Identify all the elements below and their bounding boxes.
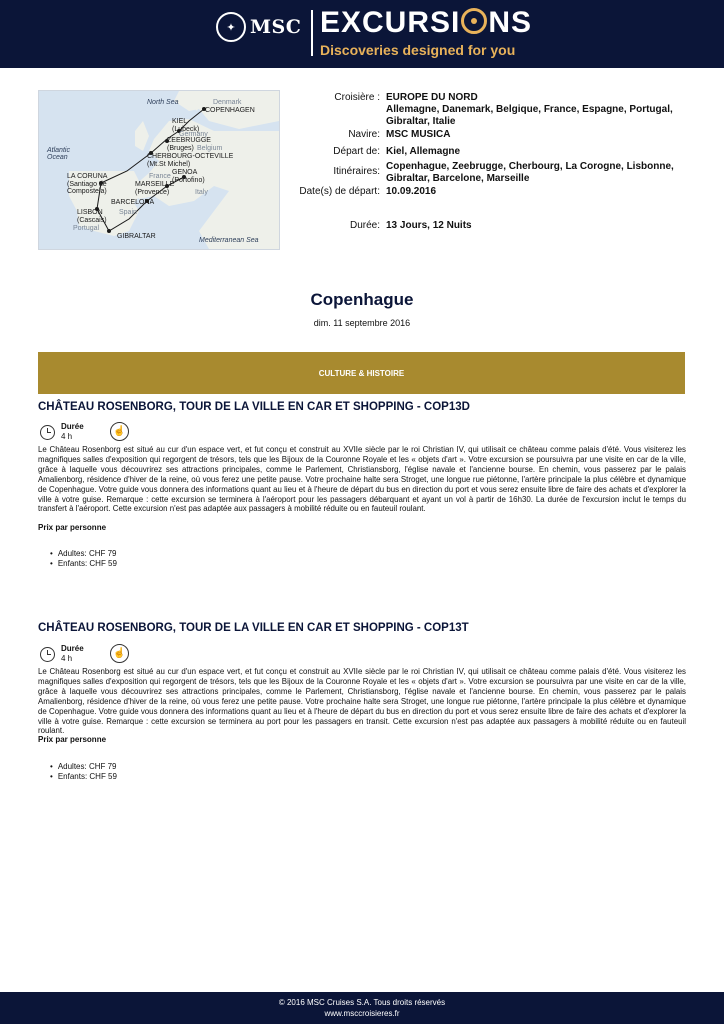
category-label: CULTURE & HISTOIRE [318, 368, 405, 378]
map-country-label: Portugal [73, 225, 100, 232]
price-adults: • Adultes: CHF 79 [50, 549, 117, 559]
price-children: • Enfants: CHF 59 [50, 559, 117, 569]
excursions-brand [320, 6, 532, 40]
footer-copyright: © 2016 MSC Cruises S.A. Tous droits réservés [278, 998, 446, 1007]
map-port-label: (Cascais) [77, 217, 107, 224]
excursion-meta [38, 422, 238, 446]
price-children: • Enfants: CHF 59 [50, 772, 117, 782]
page-footer [0, 992, 724, 1024]
brand-pre: EXCURSI [320, 6, 461, 39]
map-sea-label: Mediterranean Sea [199, 237, 259, 244]
category-band [38, 352, 685, 394]
map-port-label: ZEEBRUGGE [167, 137, 211, 144]
duration-value: 4 h [61, 432, 73, 441]
info-label: Date(s) de départ: [299, 186, 380, 197]
map-port-label: GIBRALTAR [117, 233, 156, 240]
map-port-label: MARSEILLE [135, 181, 175, 188]
map-port-label: (Santiago de Compostela) [67, 181, 107, 195]
info-label: Navire: [348, 129, 380, 140]
excursion-title: CHÂTEAU ROSENBORG, TOUR DE LA VILLE EN CAR ET SHOPPING - COP13D [38, 401, 470, 413]
map-port-label: CHERBOURG-OCTEVILLE [147, 153, 234, 160]
map-country-label: Belgium [197, 145, 223, 152]
port-city-title: Copenhague [310, 290, 414, 309]
footer-url[interactable]: www.msccroisieres.fr [324, 1009, 400, 1018]
price-list [50, 549, 117, 569]
info-value: Kiel, Allemagne [386, 146, 461, 157]
map-country-label: Denmark [213, 99, 242, 106]
header-divider [311, 10, 313, 56]
price-list [50, 762, 117, 782]
map-country-label: France [149, 173, 171, 180]
info-label: Durée: [349, 220, 380, 231]
price-label: Prix par personne [38, 523, 107, 532]
map-port-label: LA CORUNA [67, 173, 108, 180]
hand-pointer-icon: ☝ [110, 422, 129, 441]
map-country-label: Spain [119, 209, 137, 216]
map-port-label: KIEL [172, 118, 188, 125]
compass-star-icon: ✦ [216, 12, 246, 42]
info-label: Itinéraires: [333, 166, 380, 177]
clock-icon [40, 647, 55, 662]
map-port-label: GENOA [172, 169, 198, 176]
map-sea-label: North Sea [147, 99, 179, 106]
excursion-description: Le Château Rosenborg est situé au cur d'un espace vert, et fut conçu et construit au XVIIe siècle par le roi Christian IV, qui utilisait ce château comme palais d'été. Vous visiterez les magnifiques salles d'exposition qui regorgent de trésors, tels que les Bijoux de la Couronne Royale et les « objets d'art ». Votre excursion se poursuivra par une visite en car de la ville, grâce à laquelle vous découvrirez ses attractions principales, comme le Parlement, Christiansborg, l'église navale et l'ancienne bourse. En chemin, vous passerez par le palais Amalienborg, résidence d'hiver de la reine, où vous ferez une petite pause. Votre prochaine halte sera Stroget, une longue rue piétonne, l'artère principale la plus célèbre et dynamique de Copenhague. Votre guide vous donnera des informations quant au lieu et à l'heure de départ du bus en direction du port et vous serez ensuite libre de faire des achats et d'explorer la ville à votre guise. Remarque : cette excursion se terminera au port pour les passagers en transit. Cette excursion n'est pas adaptée aux passagers à mobilité réduite ou en fauteuil roulant. [38, 667, 686, 736]
map-country-label: Germany [179, 131, 208, 138]
excursion-description: Le Château Rosenborg est situé au cur d'un espace vert, et fut conçu et construit au XVIIe siècle par le roi Christian IV, qui utilisait ce château comme palais d'été. Vous visiterez les magnifiques salles d'exposition qui regorgent de trésors, tels que les Bijoux de la Couronne Royale et les « objets d'art ». Votre excursion se poursuivra par une visite en car de la ville, grâce à laquelle vous découvrirez ses attractions principales, comme le Parlement, Christiansborg, l'église navale et l'ancienne bourse. En chemin, vous passerez par le palais Amalienborg, résidence d'hiver de la reine, où vous ferez une petite pause. Votre prochaine halte sera Stroget, une longue rue piétonne, l'artère principale la plus célèbre et dynamique de Copenhague. Votre guide vous donnera des informations quant au lieu et à l'heure de départ du bus en direction du port et vous serez ensuite libre de faire des achats et d'explorer la ville à votre guise. Remarque : cette excursion se terminera à l'aéroport pour les passagers débarquant et ayant un vol à partir de 16h30. La durée de l'excursion inclut le temps du transfert à l'aéroport. Cette excursion n'est pas adaptée aux passagers à mobilité réduite ou en fauteuil roulant. [38, 445, 686, 514]
map-sea-label: Atlantic Ocean [47, 147, 70, 161]
map-port-label: (Bruges) [167, 145, 194, 152]
duration-label: Durée [61, 422, 84, 431]
info-label: Départ de: [333, 146, 380, 157]
brand-o-icon [461, 8, 487, 34]
info-value [386, 92, 680, 128]
duration-value: 4 h [61, 654, 73, 663]
info-value: 10.09.2016 [386, 186, 437, 197]
info-value: MSC MUSICA [386, 129, 451, 140]
price-label: Prix par personne [38, 735, 107, 744]
excursion-title: CHÂTEAU ROSENBORG, TOUR DE LA VILLE EN CAR ET SHOPPING - COP13T [38, 622, 469, 634]
hand-pointer-icon: ☝ [110, 644, 129, 663]
map-port-label: (Mt.St Michel) [147, 161, 191, 168]
map-port-label: LISBON [77, 209, 103, 216]
brand-post: NS [488, 6, 533, 39]
info-value: 13 Jours, 12 Nuits [386, 220, 472, 231]
map-port-label: (Portofino) [172, 177, 205, 184]
map-port-label: (Lubeck) [172, 126, 200, 133]
excursion-meta [38, 644, 238, 668]
itinerary-map [38, 90, 280, 250]
info-label: Croisière : [334, 92, 380, 103]
duration-label: Durée [61, 644, 84, 653]
msc-logo-text: MSC [250, 16, 302, 38]
tagline: Discoveries designed for you [320, 42, 516, 58]
map-port-label: COPENHAGEN [205, 107, 255, 114]
page-header [0, 0, 724, 68]
port-date: dim. 11 septembre 2016 [313, 318, 411, 328]
clock-icon [40, 425, 55, 440]
price-adults: • Adultes: CHF 79 [50, 762, 117, 772]
cruise-name: EUROPE DU NORD [386, 92, 478, 103]
map-country-label: Italy [195, 189, 208, 196]
info-value: Copenhague, Zeebrugge, Cherbourg, La Corogne, Lisbonne, Gibraltar, Barcelone, Marseille [386, 161, 674, 184]
map-port-label: BARCELONA [111, 199, 155, 206]
map-port-label: (Provence) [135, 189, 170, 196]
msc-logo [216, 10, 306, 44]
cruise-countries: Allemagne, Danemark, Belgique, France, Espagne, Portugal, Gibraltar, Italie [386, 104, 673, 127]
